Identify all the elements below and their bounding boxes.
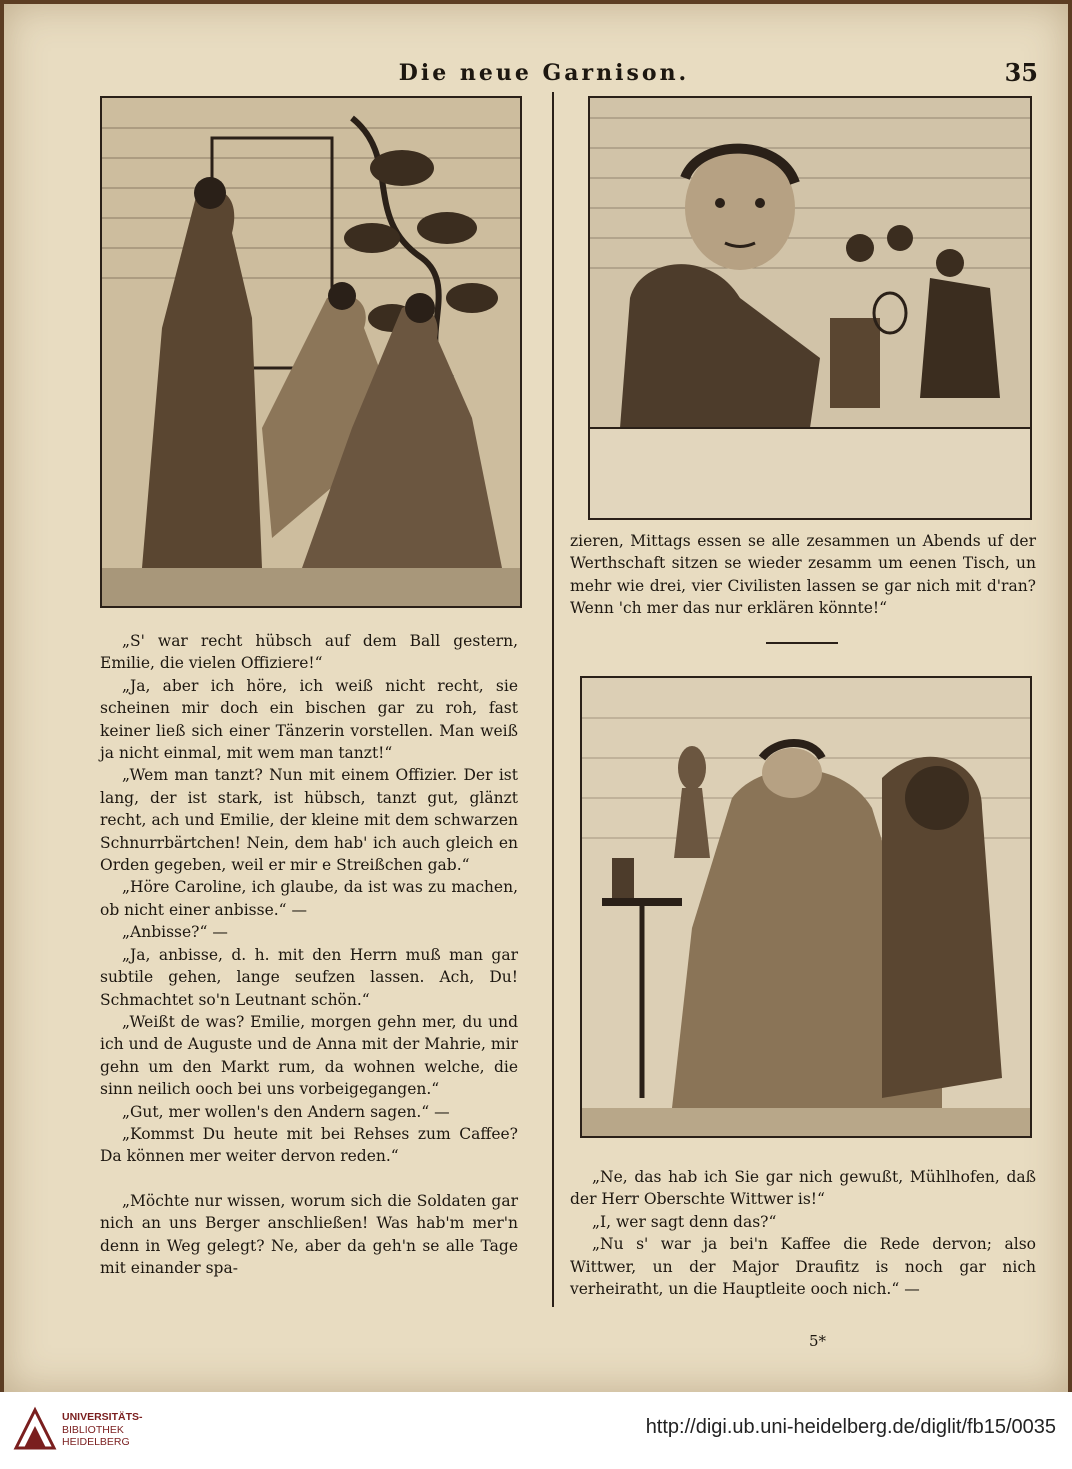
- library-logo-icon: [12, 1406, 58, 1452]
- paragraph: „S' war recht hübsch auf dem Ball gestern, Emilie, die vielen Offiziere!“: [100, 632, 518, 673]
- illustration-man-with-beer: [588, 96, 1032, 520]
- paragraph: „I, wer sagt denn das?“: [592, 1212, 777, 1231]
- paragraph: „Wem man tanzt? Nun mit einem Offizier. Der ist lang, der ist stark, ist hübsch, tanzt gut, glänzt recht, ach und Emilie, der kleine mit dem schwarzen Schnurrbärtchen! Nein, dem hab' ich auch gleich en Orden gegeben, weil er mir e Streißchen gab.“: [100, 766, 518, 875]
- signature-mark: 5*: [809, 1332, 827, 1350]
- paragraph: „Gut, mer wollen's den Andern sagen.“ —: [122, 1102, 450, 1121]
- section-separator: [766, 642, 838, 644]
- paragraph: „Höre Caroline, ich glaube, da ist was zu machen, ob nicht einer anbisse.“ —: [100, 878, 518, 919]
- column-divider: [552, 92, 554, 1307]
- right-lower-text: [570, 1166, 1036, 1300]
- right-upper-text: [570, 530, 1036, 620]
- paragraph: „Möchte nur wissen, worum sich die Soldaten gar nich an uns Berger anschließen! Was hab'm mer'n denn in Weg gelegt? Ne, aber da geh'n se alle Tage mit einander spa-: [100, 1191, 518, 1277]
- paragraph: „Kommst Du heute mit bei Rehses zum Caffee? Da können mer weiter dervon reden.“: [100, 1124, 518, 1166]
- library-line: UNIVERSITÄTS-: [62, 1411, 143, 1423]
- library-line: BIBLIOTHEK: [62, 1423, 124, 1436]
- paragraph: „Anbisse?“ —: [122, 923, 228, 942]
- footer-bar: [0, 1392, 1072, 1469]
- left-text-column: [100, 630, 518, 1279]
- page-number: 35: [1004, 58, 1038, 87]
- paragraph: zieren, Mittags essen se alle zesammen un Abends uf der Werthschaft sitzen se wieder zesamm um eenen Tisch, un mehr wie drei, vier Civilisten lassen se gar nich mit d'ran? Wenn 'ch mer das nur erklären könnte!“: [570, 532, 1036, 618]
- paragraph: „Ja, aber ich höre, ich weiß nicht recht, sie scheinen mir doch ein bischen gar zu roh, fast keiner ließ sich einer Tänzerin vorstellen. Man weiß ja nicht einmal, mit wem man tanzt!“: [100, 676, 518, 763]
- paragraph: „Nu s' war ja bei'n Kaffee die Rede dervon; also Wittwer, un der Major Draufitz is noch gar nich verheiratht, un die Hauptleite ooch nich.“ —: [570, 1235, 1036, 1299]
- paragraph: „Ja, anbisse, d. h. mit den Herrn muß man gar subtile gehen, lange seufzen lassen. Ach, Du! Schmachtet so'n Leutnant schön.“: [100, 945, 518, 1009]
- library-line: HEIDELBERG: [62, 1436, 130, 1448]
- paragraph: „Weißt de was? Emilie, morgen gehn mer, du und ich und de Auguste und de Anna mit der Mahrie, mir gehn um den Markt rum, da wohnen welche, die sinn neilich ooch bei uns vorbeigegangen.“: [100, 1012, 518, 1099]
- illustration-woman-in-armchair: [580, 676, 1032, 1138]
- illustration-three-women: [100, 96, 522, 608]
- page-title: Die neue Garnison.: [398, 60, 690, 86]
- paragraph: „Ne, das hab ich Sie gar nich gewußt, Mühlhofen, daß der Herr Oberschte Wittwer is!“: [570, 1168, 1036, 1209]
- source-url-link[interactable]: http://digi.ub.uni-heidelberg.de/diglit/fb15/0035: [645, 1416, 1056, 1438]
- scanned-page: [4, 4, 1068, 1392]
- library-name: [62, 1411, 143, 1449]
